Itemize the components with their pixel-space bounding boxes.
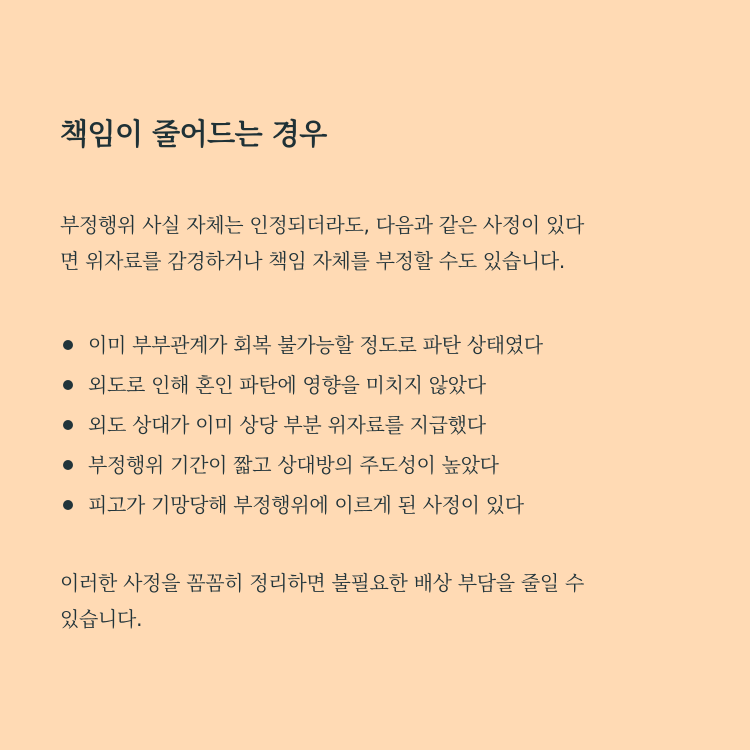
intro-line-1: 부정행위 사실 자체는 인정되더라도, 다음과 같은 사정이 있다: [60, 213, 584, 237]
list-item: [60, 445, 543, 485]
list-item: [60, 405, 543, 445]
bullet-dot-icon: [63, 380, 73, 390]
bullet-dot-icon: [63, 340, 73, 350]
intro-line-2: 면 위자료를 감경하거나 책임 자체를 부정할 수도 있습니다.: [60, 249, 565, 273]
bullet-dot-icon: [63, 500, 73, 510]
condition-list: [60, 325, 543, 525]
outro-line-2: 있습니다.: [60, 607, 143, 631]
outro-paragraph: [60, 565, 700, 637]
list-item: [60, 485, 543, 525]
list-item-text: 외도 상대가 이미 상당 부분 위자료를 지급했다: [88, 413, 486, 437]
intro-paragraph: [60, 207, 700, 279]
list-item-text: 외도로 인해 혼인 파탄에 영향을 미치지 않았다: [88, 373, 486, 397]
page-title: 책임이 줄어드는 경우: [60, 117, 327, 151]
list-item-text: 피고가 기망당해 부정행위에 이르게 된 사정이 있다: [88, 493, 524, 517]
list-item: [60, 325, 543, 365]
list-item: [60, 365, 543, 405]
bullet-dot-icon: [63, 420, 73, 430]
list-item-text: 이미 부부관계가 회복 불가능할 정도로 파탄 상태였다: [88, 333, 543, 357]
bullet-dot-icon: [63, 460, 73, 470]
outro-line-1: 이러한 사정을 꼼꼼히 정리하면 불필요한 배상 부담을 줄일 수: [60, 571, 584, 595]
content-card: [60, 0, 700, 750]
list-item-text: 부정행위 기간이 짧고 상대방의 주도성이 높았다: [88, 453, 499, 477]
